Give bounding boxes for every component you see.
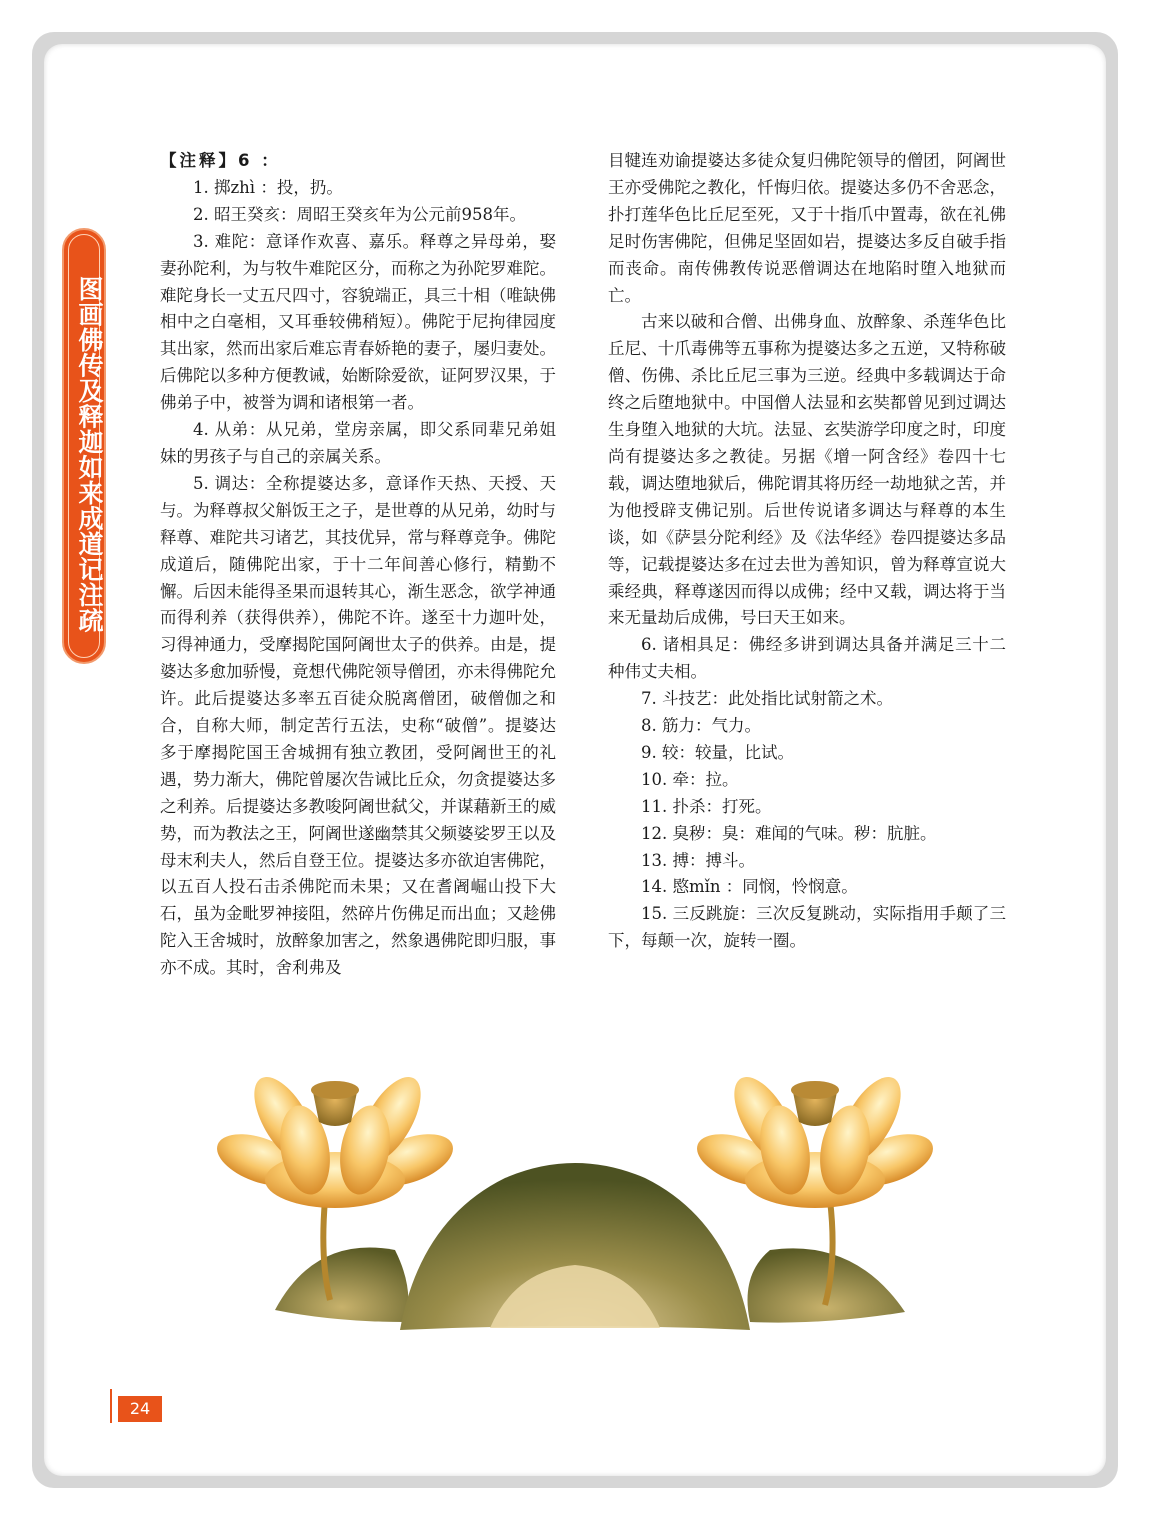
side-title-tab xyxy=(62,228,106,664)
note-8: 8. 筋力：气力。 xyxy=(641,716,761,736)
note-4: 4. 从弟：从兄弟，堂房亲属，即父系同辈兄弟姐妹的男孩子与自己的亲属关系。 xyxy=(160,420,556,466)
book-title: 图画佛传及释迦如来成道记注疏 xyxy=(75,275,104,633)
page-number-rule xyxy=(110,1389,112,1423)
note-2: 2. 昭王癸亥：周昭王癸亥年为公元前958年。 xyxy=(193,204,526,224)
note-14: 14. 愍mǐn ：同悯，怜悯意。 xyxy=(641,877,858,897)
right-lotus-flower xyxy=(690,1067,940,1208)
note-1: 1. 掷zhì ：投，扔。 xyxy=(193,177,343,197)
note-5-paragraph-2: 古来以破和合僧、出佛身血、放醉象、杀莲华色比丘尼、十爪毒佛等五事称为提婆达多之五逆，又特称破僧、伤佛、杀比丘尼三事为三逆。经典中多载调达于命终之后堕地狱中。中国僧人法显和玄奘都曾见到过调达生身堕入地狱的大坑。法显、玄奘游学印度之时，印度尚有提婆达多之教徒。另据《增一阿含经》卷四十七载，调达堕地狱后，佛陀谓其将历经一劫地狱之苦，并为他授辟支佛记别。后世传说诸多调达与释尊的本生谈，如《萨昙分陀利经》及《法华经》卷四提婆达多品等，记载提婆达多在过去世为善知识，曾为释尊宣说大乘经典，释尊遂因而得以成佛；经中又载，调达将于当来无量劫后成佛，号曰天王如来。 xyxy=(608,312,1006,628)
page-number: 24 xyxy=(118,1396,162,1422)
note-heading: 【注释】6 ： xyxy=(160,151,281,170)
note-11: 11. 扑杀：打死。 xyxy=(641,796,772,816)
note-12: 12. 臭秽：臭：难闻的气味。秽：肮脏。 xyxy=(641,823,937,843)
left-lotus-leaf xyxy=(275,1248,408,1323)
left-lotus-stem xyxy=(323,1200,330,1300)
note-13: 13. 搏：搏斗。 xyxy=(641,850,755,870)
note-9: 9. 较：较量，比试。 xyxy=(641,742,794,762)
lotus-illustration xyxy=(205,1060,945,1340)
right-column xyxy=(608,148,1006,955)
note-15: 15. 三反跳旋：三次反复跳动，实际指用手颠了三下，每颠一次，旋转一圈。 xyxy=(608,904,1006,951)
left-lotus-flower xyxy=(210,1067,460,1208)
note-5: 5. 调达：全称提婆达多，意译作天热、天授、天与。为释尊叔父斛饭王之子，是世尊的从兄弟，幼时与释尊、难陀共习诸艺，其技优异，常与释尊竞争。佛陀成道后，随佛陀出家，于十二年间善心修行，精勤不懈。后因未能得圣果而退转其心，渐生恶念，欲学神通而得利养（获得供养），佛陀不许。遂至十力迦叶处，习得神通力，受摩揭陀国阿阇世太子的供养。由是，提婆达多愈加骄慢，竟想代佛陀领导僧团，亦未得佛陀允许。此后提婆达多率五百徒众脱离僧团，破僧伽之和合，自称大师，制定苦行五法，史称“破僧”。提婆达多于摩揭陀国王舍城拥有独立教团，受阿阇世王的礼遇，势力渐大，佛陀曾屡次告诫比丘众，勿贪提婆达多之利养。后提婆达多教唆阿阇世弑父，并谋藉新王的威势，而为教法之王，阿阇世遂幽禁其父频婆娑罗王以及母末利夫人，然后自登王位。提婆达多亦欲迫害佛陀，以五百人投石击杀佛陀而未果；又在耆阇崛山投下大石，虽为金毗罗神接阻，然碎片伤佛足而出血；又趁佛陀入王舍城时，放醉象加害之，然象遇佛陀即归服，事亦不成。其时，舍利弗及 xyxy=(160,473,556,978)
note-7: 7. 斗技艺：此处指比试射箭之术。 xyxy=(641,689,893,709)
left-column xyxy=(160,148,556,982)
note-5-continued: 目犍连劝谕提婆达多徒众复归佛陀领导的僧团，阿阇世王亦受佛陀之教化，忏悔归依。提婆达多仍不舍恶念，扑打莲华色比丘尼至死，又于十指爪中置毒，欲在礼佛足时伤害佛陀，但佛足坚固如岩，提婆达多反自破手指而丧命。南传佛教传说恶僧调达在地陷时堕入地狱而亡。 xyxy=(608,151,1006,305)
note-6: 6. 诸相具足：佛经多讲到调达具备并满足三十二种伟丈夫相。 xyxy=(608,635,1006,682)
note-10: 10. 牵：拉。 xyxy=(641,769,739,789)
note-3: 3. 难陀：意译作欢喜、嘉乐。释尊之异母弟，娶妻孙陀利，为与牧牛难陀区分，而称之为孙陀罗难陀。难陀身长一丈五尺四寸，容貌端正，具三十相（唯缺佛相中之白毫相，又耳垂较佛稍短）。佛陀于尼拘律园度其出家，然而出家后难忘青春娇艳的妻子，屡归妻处。后佛陀以多种方便教诫，始断除爱欲，证阿罗汉果，于佛弟子中，被誉为调和诸根第一者。 xyxy=(160,231,556,413)
